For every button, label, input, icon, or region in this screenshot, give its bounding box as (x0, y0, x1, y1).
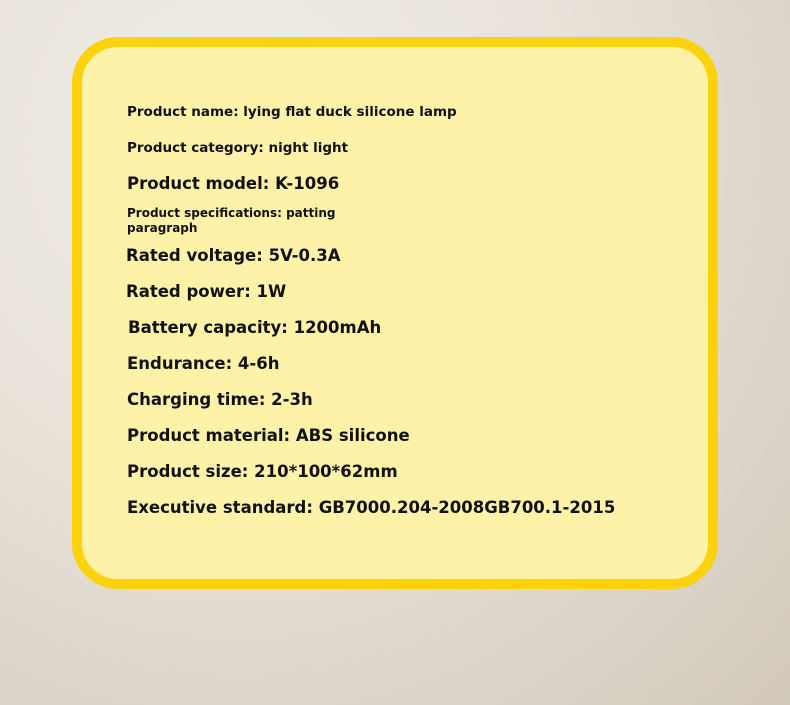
product-model: Product model: K-1096 (127, 174, 340, 193)
endurance: Endurance: 4-6h (127, 354, 280, 373)
product-specifications: Product specifications: patting paragraph (127, 206, 336, 235)
rated-power: Rated power: 1W (126, 282, 287, 301)
product-category: Product category: night light (127, 140, 349, 156)
rated-voltage: Rated voltage: 5V-0.3A (126, 246, 341, 265)
product-name: Product name: lying flat duck silicone lamp (127, 104, 457, 120)
product-material: Product material: ABS silicone (127, 426, 410, 445)
battery-capacity: Battery capacity: 1200mAh (128, 318, 382, 337)
charging-time: Charging time: 2-3h (127, 390, 313, 409)
executive-standard: Executive standard: GB7000.204-2008GB700.1-2015 (127, 498, 616, 517)
product-size: Product size: 210*100*62mm (127, 462, 398, 481)
